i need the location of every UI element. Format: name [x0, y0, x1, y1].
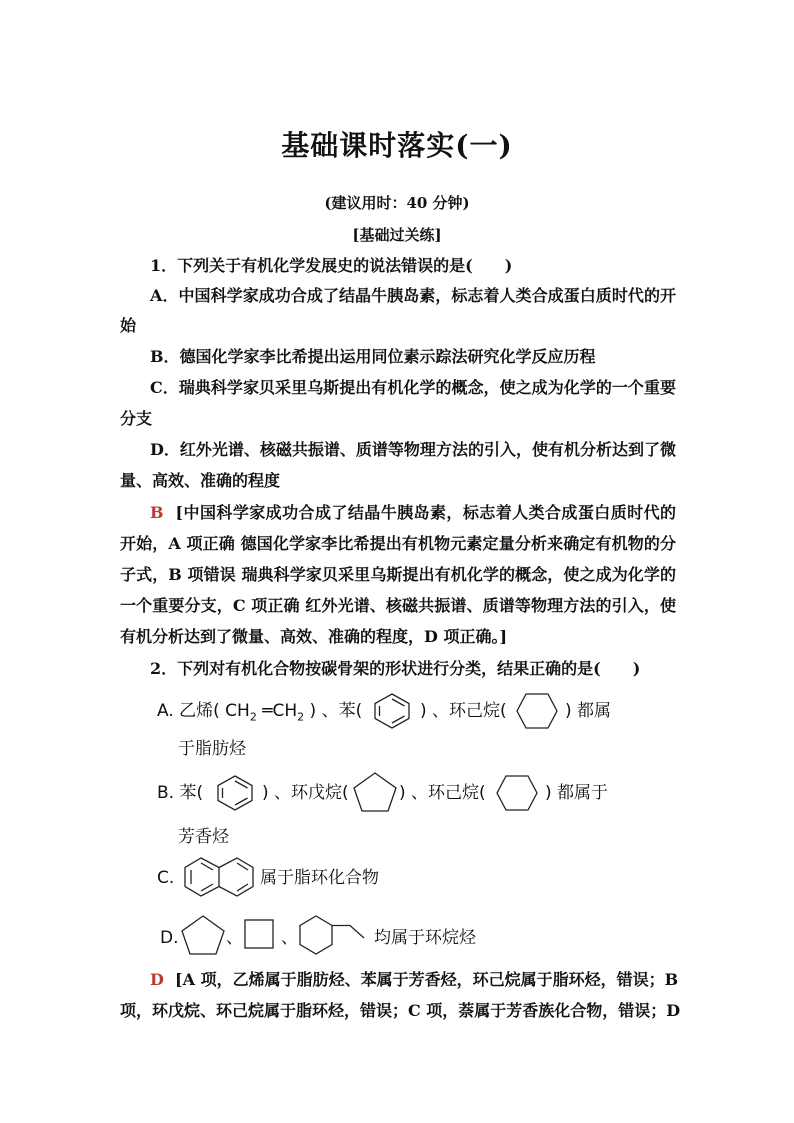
- q2-option-b-text-4: ) 都属于: [545, 783, 609, 803]
- q1-option-d: D．红外光谱、核磁共振谱、质谱等物理方法的引入，使有机分析达到了微: [150, 440, 676, 459]
- cyclopentane-structure-icon: [180, 914, 226, 956]
- q2-option-a-text-1: A. 乙烯( $CH_2$ $═CH_2$ ) 、苯(: [157, 701, 363, 724]
- q2-option-b-text-2: ) 、环戊烷(: [262, 783, 349, 803]
- ethylcyclohexane-structure-icon: [298, 914, 368, 956]
- q2-option-a-text-2: ) 、环己烷(: [420, 701, 507, 721]
- cyclobutane-structure-icon: [243, 918, 275, 950]
- q2-stem: 2．下列对有机化合物按碳骨架的形状进行分类，结果正确的是( ): [150, 659, 641, 678]
- cyclohexane-structure-icon: [495, 774, 539, 812]
- q1-explanation: [150, 503, 676, 523]
- q2-option-b-text-1: B. 苯(: [157, 783, 204, 803]
- q1-option-d-cont: 量、高效、准确的程度: [120, 471, 281, 490]
- page-title: 基础课时落实(一): [281, 129, 513, 162]
- q2-option-a-text-3: ) 都属: [565, 701, 612, 721]
- q1-explanation-3: 子式，B 项错误 瑞典科学家贝采里乌斯提出有机化学的概念，使之成为化学的: [120, 565, 676, 584]
- naphthalene-structure-icon: [183, 856, 255, 898]
- q1-option-a: A．中国科学家成功合成了结晶牛胰岛素，标志着人类合成蛋白质时代的开: [150, 286, 676, 305]
- q1-option-b: B．德国化学家李比希提出运用同位素示踪法研究化学反应历程: [150, 347, 596, 366]
- q2-option-d-sep-2: 、: [281, 928, 298, 948]
- q2-option-a-text-4: 于脂肪烃: [178, 739, 246, 759]
- q2-explanation-1: [A 项，乙烯属于脂肪烃、苯属于芳香烃，环己烷属于脂环烃，错误；B: [175, 970, 679, 989]
- q1-explanation-5: 有机分析达到了微量、高效、准确的程度，D 项正确。]: [120, 627, 508, 646]
- q1-stem: 1．下列关于有机化学发展史的说法错误的是( ): [150, 256, 513, 275]
- q2-option-d-label: D.: [160, 928, 179, 948]
- q2-option-b-text-3: ) 、环己烷(: [399, 783, 486, 803]
- q1-option-c: C．瑞典科学家贝采里乌斯提出有机化学的概念，使之成为化学的一个重要: [150, 378, 676, 397]
- q2-option-b-text-5: 芳香烃: [178, 827, 229, 847]
- section-heading: [基础过关练]: [352, 226, 442, 244]
- q2-explanation-2: 项，环戊烷、环己烷属于脂环烃，错误；C 项，萘属于芳香族化合物，错误；D: [120, 1001, 681, 1020]
- q1-explanation-4: 一个重要分支，C 项正确 红外光谱、核磁共振谱、质谱等物理方法的引入，使: [120, 596, 676, 615]
- q1-option-a-cont: 始: [120, 316, 137, 335]
- benzene-structure-icon: [370, 692, 414, 730]
- q1-option-c-cont: 分支: [120, 409, 153, 428]
- q2-explanation: [150, 970, 679, 990]
- q2-option-d-sep-1: 、: [226, 928, 243, 948]
- q2-answer: D: [150, 970, 164, 989]
- suggested-time: (建议用时：40 分钟): [324, 194, 470, 212]
- q2-option-c-label: C.: [157, 868, 175, 888]
- q1-answer: B: [150, 503, 164, 522]
- benzene-structure-icon: [213, 774, 257, 812]
- q2-option-c-text: 属于脂环化合物: [260, 868, 379, 888]
- q1-explanation-1: [中国科学家成功合成了结晶牛胰岛素，标志着人类合成蛋白质时代的: [175, 503, 676, 522]
- q2-option-d-text: 均属于环烷烃: [374, 928, 476, 948]
- cyclopentane-structure-icon: [352, 771, 398, 813]
- q1-explanation-2: 开始，A 项正确 德国化学家李比希提出有机物元素定量分析来确定有机物的分: [120, 534, 676, 553]
- cyclohexane-structure-icon: [515, 692, 559, 730]
